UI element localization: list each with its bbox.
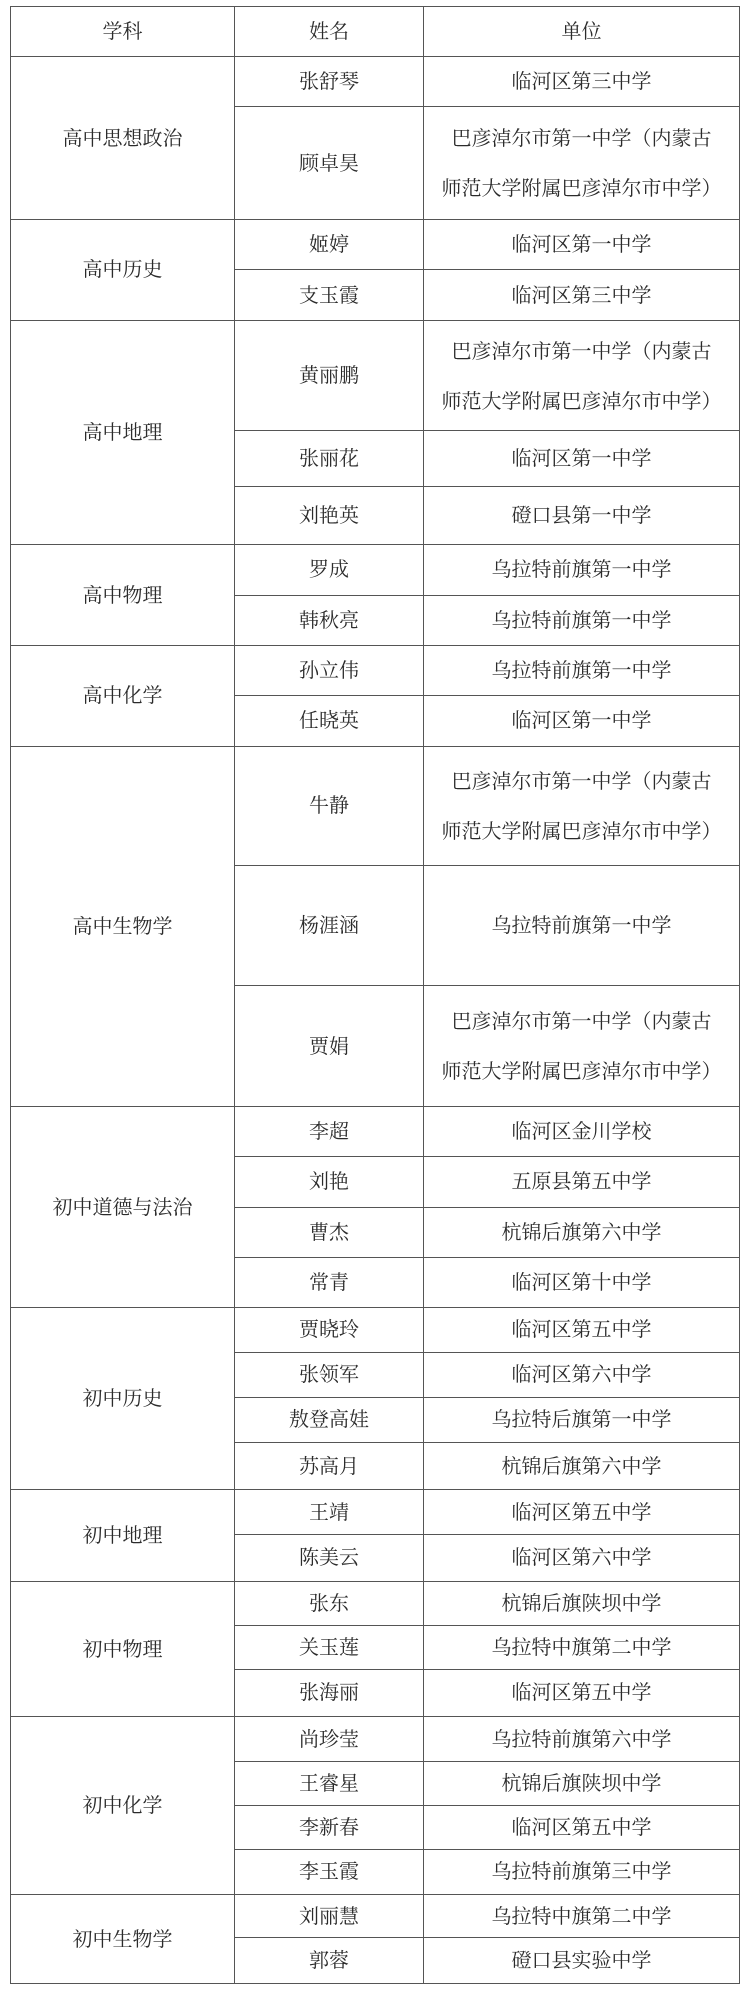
unit-cell: 临河区第六中学 xyxy=(424,1352,740,1397)
unit-line: 巴彦淖尔市第一中学（内蒙古 xyxy=(451,1009,712,1034)
name-cell: 陈美云 xyxy=(235,1534,424,1581)
name-cell: 常青 xyxy=(235,1257,424,1307)
unit-cell xyxy=(424,107,740,220)
table-row xyxy=(11,320,740,431)
name-cell: 支玉霞 xyxy=(235,270,424,320)
name-cell: 顾卓昊 xyxy=(235,107,424,220)
table-row xyxy=(11,645,740,695)
unit-cell: 临河区第六中学 xyxy=(424,1534,740,1581)
unit-cell: 杭锦后旗陕坝中学 xyxy=(424,1762,740,1805)
unit-cell: 磴口县实验中学 xyxy=(424,1938,740,1984)
name-cell: 郭蓉 xyxy=(235,1938,424,1984)
unit-line: 师范大学附属巴彦淖尔市中学） xyxy=(441,818,722,843)
name-cell: 张舒琴 xyxy=(235,57,424,107)
unit-cell: 乌拉特后旗第一中学 xyxy=(424,1397,740,1442)
name-cell: 贾晓玲 xyxy=(235,1308,424,1352)
table-body xyxy=(11,57,740,1984)
header-unit: 单位 xyxy=(424,7,740,57)
name-cell: 张丽花 xyxy=(235,431,424,486)
name-cell: 韩秋亮 xyxy=(235,595,424,645)
table-row xyxy=(11,1582,740,1626)
name-cell: 张海丽 xyxy=(235,1669,424,1716)
unit-cell: 杭锦后旗第六中学 xyxy=(424,1207,740,1257)
header-name: 姓名 xyxy=(235,7,424,57)
name-cell: 贾娟 xyxy=(235,986,424,1107)
subject-teacher-table xyxy=(10,6,740,1984)
unit-cell: 杭锦后旗陕坝中学 xyxy=(424,1582,740,1626)
subject-cell: 高中化学 xyxy=(11,645,235,746)
unit-line: 巴彦淖尔市第一中学（内蒙古 xyxy=(451,126,712,151)
unit-cell xyxy=(424,986,740,1107)
name-cell: 姬婷 xyxy=(235,220,424,270)
name-cell: 张领军 xyxy=(235,1352,424,1397)
unit-line: 巴彦淖尔市第一中学（内蒙古 xyxy=(451,338,712,363)
name-cell: 黄丽鹏 xyxy=(235,320,424,431)
unit-cell: 临河区第一中学 xyxy=(424,696,740,746)
subject-cell: 高中生物学 xyxy=(11,746,235,1106)
unit-cell: 临河区第五中学 xyxy=(424,1805,740,1849)
name-cell: 张东 xyxy=(235,1582,424,1626)
unit-cell: 乌拉特中旗第二中学 xyxy=(424,1895,740,1938)
name-cell: 王睿星 xyxy=(235,1762,424,1805)
name-cell: 敖登高娃 xyxy=(235,1397,424,1442)
name-cell: 罗成 xyxy=(235,545,424,595)
unit-cell: 乌拉特前旗第三中学 xyxy=(424,1849,740,1894)
unit-line: 师范大学附属巴彦淖尔市中学） xyxy=(441,176,722,201)
unit-cell: 临河区第五中学 xyxy=(424,1669,740,1716)
table-row xyxy=(11,746,740,866)
unit-cell: 临河区第三中学 xyxy=(424,270,740,320)
unit-cell: 乌拉特前旗第一中学 xyxy=(424,866,740,986)
unit-cell: 磴口县第一中学 xyxy=(424,486,740,544)
unit-cell: 乌拉特前旗第一中学 xyxy=(424,545,740,595)
table-row xyxy=(11,220,740,270)
unit-cell: 杭锦后旗第六中学 xyxy=(424,1443,740,1490)
name-cell: 王靖 xyxy=(235,1490,424,1534)
header-subject: 学科 xyxy=(11,7,235,57)
unit-cell: 临河区第一中学 xyxy=(424,220,740,270)
unit-cell: 五原县第五中学 xyxy=(424,1157,740,1207)
subject-cell: 高中历史 xyxy=(11,220,235,321)
subject-cell: 初中物理 xyxy=(11,1582,235,1717)
unit-line: 师范大学附属巴彦淖尔市中学） xyxy=(441,388,722,413)
unit-cell: 临河区第三中学 xyxy=(424,57,740,107)
unit-cell: 乌拉特前旗第一中学 xyxy=(424,595,740,645)
subject-cell: 初中历史 xyxy=(11,1308,235,1490)
unit-cell: 乌拉特前旗第六中学 xyxy=(424,1716,740,1761)
unit-line: 巴彦淖尔市第一中学（内蒙古 xyxy=(451,768,712,793)
name-cell: 苏高月 xyxy=(235,1443,424,1490)
unit-cell: 临河区第十中学 xyxy=(424,1257,740,1307)
name-cell: 李超 xyxy=(235,1106,424,1156)
table-header-row xyxy=(11,7,740,57)
unit-cell xyxy=(424,746,740,866)
table-row xyxy=(11,1106,740,1156)
unit-cell: 临河区金川学校 xyxy=(424,1106,740,1156)
name-cell: 刘丽慧 xyxy=(235,1895,424,1938)
subject-cell: 初中化学 xyxy=(11,1716,235,1894)
table-row xyxy=(11,1895,740,1938)
name-cell: 刘艳 xyxy=(235,1157,424,1207)
unit-cell: 临河区第五中学 xyxy=(424,1308,740,1352)
table-row xyxy=(11,1716,740,1761)
subject-cell: 高中地理 xyxy=(11,320,235,544)
name-cell: 任晓英 xyxy=(235,696,424,746)
table-row xyxy=(11,1490,740,1534)
subject-cell: 初中道德与法治 xyxy=(11,1106,235,1307)
table-row xyxy=(11,1308,740,1352)
subject-cell: 高中思想政治 xyxy=(11,57,235,220)
name-cell: 孙立伟 xyxy=(235,645,424,695)
name-cell: 牛静 xyxy=(235,746,424,866)
unit-cell: 乌拉特中旗第二中学 xyxy=(424,1626,740,1669)
name-cell: 刘艳英 xyxy=(235,486,424,544)
unit-cell: 临河区第一中学 xyxy=(424,431,740,486)
subject-cell: 高中物理 xyxy=(11,545,235,646)
subject-cell: 初中地理 xyxy=(11,1490,235,1582)
table-row xyxy=(11,57,740,107)
name-cell: 尚珍莹 xyxy=(235,1716,424,1761)
unit-cell: 乌拉特前旗第一中学 xyxy=(424,645,740,695)
unit-cell: 临河区第五中学 xyxy=(424,1490,740,1534)
name-cell: 关玉莲 xyxy=(235,1626,424,1669)
name-cell: 李新春 xyxy=(235,1805,424,1849)
subject-cell: 初中生物学 xyxy=(11,1895,235,1984)
unit-line: 师范大学附属巴彦淖尔市中学） xyxy=(441,1059,722,1084)
name-cell: 杨涯涵 xyxy=(235,866,424,986)
unit-cell xyxy=(424,320,740,431)
table-row xyxy=(11,545,740,595)
name-cell: 曹杰 xyxy=(235,1207,424,1257)
name-cell: 李玉霞 xyxy=(235,1849,424,1894)
